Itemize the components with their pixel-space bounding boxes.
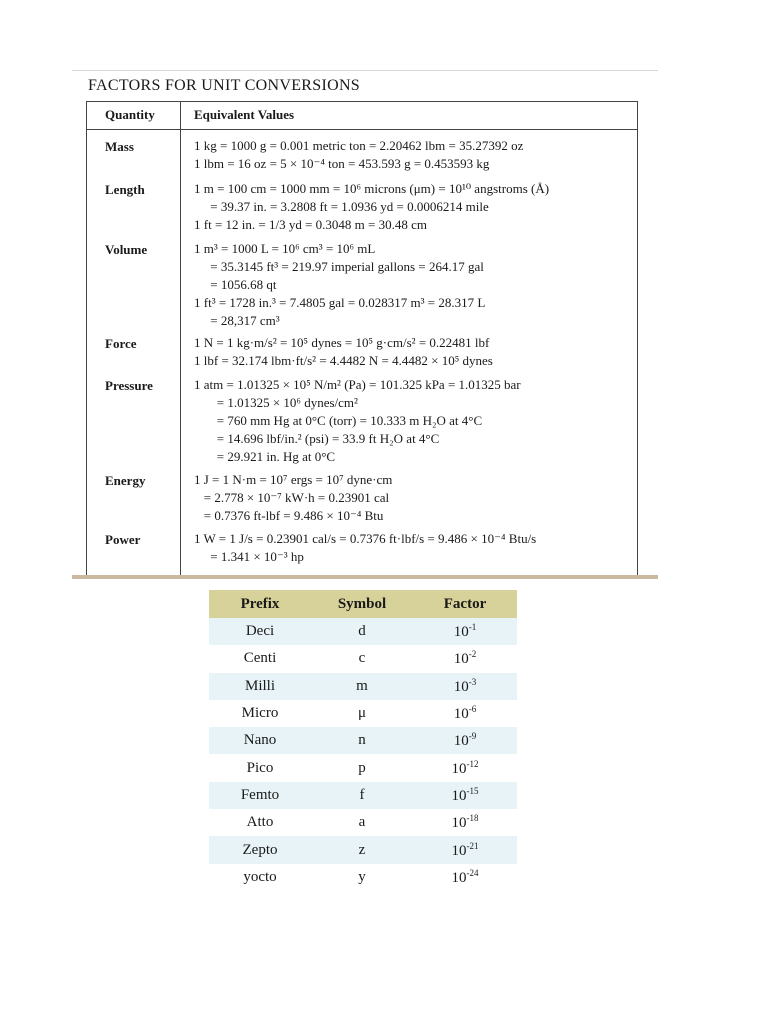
prefix-cell: yocto	[209, 864, 311, 891]
header-quantity: Quantity	[105, 107, 155, 122]
value-line: = 2.778 × 10⁻⁷ kW·h = 0.23901 cal	[194, 490, 390, 505]
symbol-cell: c	[311, 645, 413, 672]
quantity-length: Length	[105, 182, 145, 197]
value-line: = 1.341 × 10⁻³ hp	[194, 549, 304, 564]
value-line: = 29.921 in. Hg at 0°C	[194, 449, 336, 464]
header-equivalent-values: Equivalent Values	[194, 107, 295, 122]
table-row	[209, 700, 517, 727]
prefix-cell: Nano	[209, 727, 311, 754]
table-row	[209, 645, 517, 672]
factor-cell: $10^{-2}$	[413, 645, 517, 672]
value-line: 1 lbm = 16 oz = 5 × 10⁻⁴ ton = 453.593 g = 0.453593 kg	[194, 156, 490, 171]
table-row	[209, 836, 517, 863]
table-row	[209, 809, 517, 836]
value-line: 1 m³ = 1000 L = 10⁶ cm³ = 10⁶ mL	[194, 241, 376, 256]
prefix-table-header	[209, 590, 517, 618]
conversion-table	[86, 101, 638, 576]
prefix-table	[209, 590, 517, 891]
value-line: 1 W = 1 J/s = 0.23901 cal/s = 0.7376 ft·lbf/s = 9.486 × 10⁻⁴ Btu/s	[194, 531, 537, 546]
quantity-power: Power	[105, 532, 141, 547]
prefix-cell: Milli	[209, 673, 311, 700]
prefix-cell: Zepto	[209, 836, 311, 863]
value-line: = 1.01325 × 10⁶ dynes/cm²	[194, 395, 358, 410]
table-row	[209, 754, 517, 781]
quantity-force: Force	[105, 336, 137, 351]
factor-cell: $10^{-6}$	[413, 700, 517, 727]
top-rule	[72, 70, 658, 71]
prefix-cell: Pico	[209, 754, 311, 781]
quantity-mass: Mass	[105, 139, 134, 154]
factor-cell: $10^{-24}$	[413, 864, 517, 891]
value-line: 1 ft = 12 in. = 1/3 yd = 0.3048 m = 30.48 cm	[194, 217, 427, 232]
table-row	[209, 673, 517, 700]
value-line: = 760 mm Hg at 0°C (torr) = 10.333 m H₂O at 4°C	[194, 413, 483, 428]
symbol-cell: p	[311, 754, 413, 781]
header-factor: Factor	[413, 590, 517, 618]
prefix-cell: Atto	[209, 809, 311, 836]
document-title: FACTORS FOR UNIT CONVERSIONS	[88, 77, 361, 94]
factor-cell: $10^{-15}$	[413, 782, 517, 809]
value-line: 1 lbf = 32.174 lbm·ft/s² = 4.4482 N = 4.4482 × 10⁵ dynes	[194, 353, 493, 368]
table-row	[209, 864, 517, 891]
factor-cell: $10^{-9}$	[413, 727, 517, 754]
header-symbol: Symbol	[311, 590, 413, 618]
factor-cell: $10^{-21}$	[413, 836, 517, 863]
prefix-table-body	[209, 618, 517, 891]
value-line: 1 kg = 1000 g = 0.001 metric ton = 2.20462 lbm = 35.27392 oz	[194, 138, 524, 153]
column-rule	[180, 102, 181, 575]
symbol-cell: d	[311, 618, 413, 645]
factor-cell: $10^{-12}$	[413, 754, 517, 781]
prefix-cell: Femto	[209, 782, 311, 809]
table-row	[209, 727, 517, 754]
table-row	[209, 618, 517, 645]
symbol-cell: n	[311, 727, 413, 754]
symbol-cell: y	[311, 864, 413, 891]
quantity-volume: Volume	[105, 242, 148, 257]
symbol-cell: μ	[311, 700, 413, 727]
symbol-cell: m	[311, 673, 413, 700]
symbol-cell: f	[311, 782, 413, 809]
table-row	[209, 782, 517, 809]
prefix-cell: Micro	[209, 700, 311, 727]
value-line: 1 J = 1 N·m = 10⁷ ergs = 10⁷ dyne·cm	[194, 472, 393, 487]
value-line: = 1056.68 qt	[194, 277, 277, 292]
value-line: = 28,317 cm³	[194, 313, 280, 328]
header-rule	[87, 129, 637, 130]
symbol-cell: z	[311, 836, 413, 863]
factor-cell: $10^{-3}$	[413, 673, 517, 700]
quantity-energy: Energy	[105, 473, 146, 488]
value-line: 1 m = 100 cm = 1000 mm = 10⁶ microns (μm) = 10¹⁰ angstroms (Å)	[194, 181, 550, 196]
prefix-cell: Centi	[209, 645, 311, 672]
value-line: 1 N = 1 kg·m/s² = 10⁵ dynes = 10⁵ g·cm/s² = 0.22481 lbf	[194, 335, 490, 350]
value-line: = 0.7376 ft-lbf = 9.486 × 10⁻⁴ Btu	[194, 508, 384, 523]
symbol-cell: a	[311, 809, 413, 836]
prefix-cell: Deci	[209, 618, 311, 645]
header-prefix: Prefix	[209, 590, 311, 618]
value-line: 1 ft³ = 1728 in.³ = 7.4805 gal = 0.028317 m³ = 28.317 L	[194, 295, 486, 310]
quantity-pressure: Pressure	[105, 378, 153, 393]
factor-cell: $10^{-18}$	[413, 809, 517, 836]
value-line: = 35.3145 ft³ = 219.97 imperial gallons = 264.17 gal	[194, 259, 484, 274]
value-line: 1 atm = 1.01325 × 10⁵ N/m² (Pa) = 101.325 kPa = 1.01325 bar	[194, 377, 521, 392]
value-line: = 14.696 lbf/in.² (psi) = 33.9 ft H₂O at 4°C	[194, 431, 440, 446]
factor-cell: $10^{-1}$	[413, 618, 517, 645]
value-line: = 39.37 in. = 3.2808 ft = 1.0936 yd = 0.0006214 mile	[194, 199, 489, 214]
bottom-band	[72, 575, 658, 579]
